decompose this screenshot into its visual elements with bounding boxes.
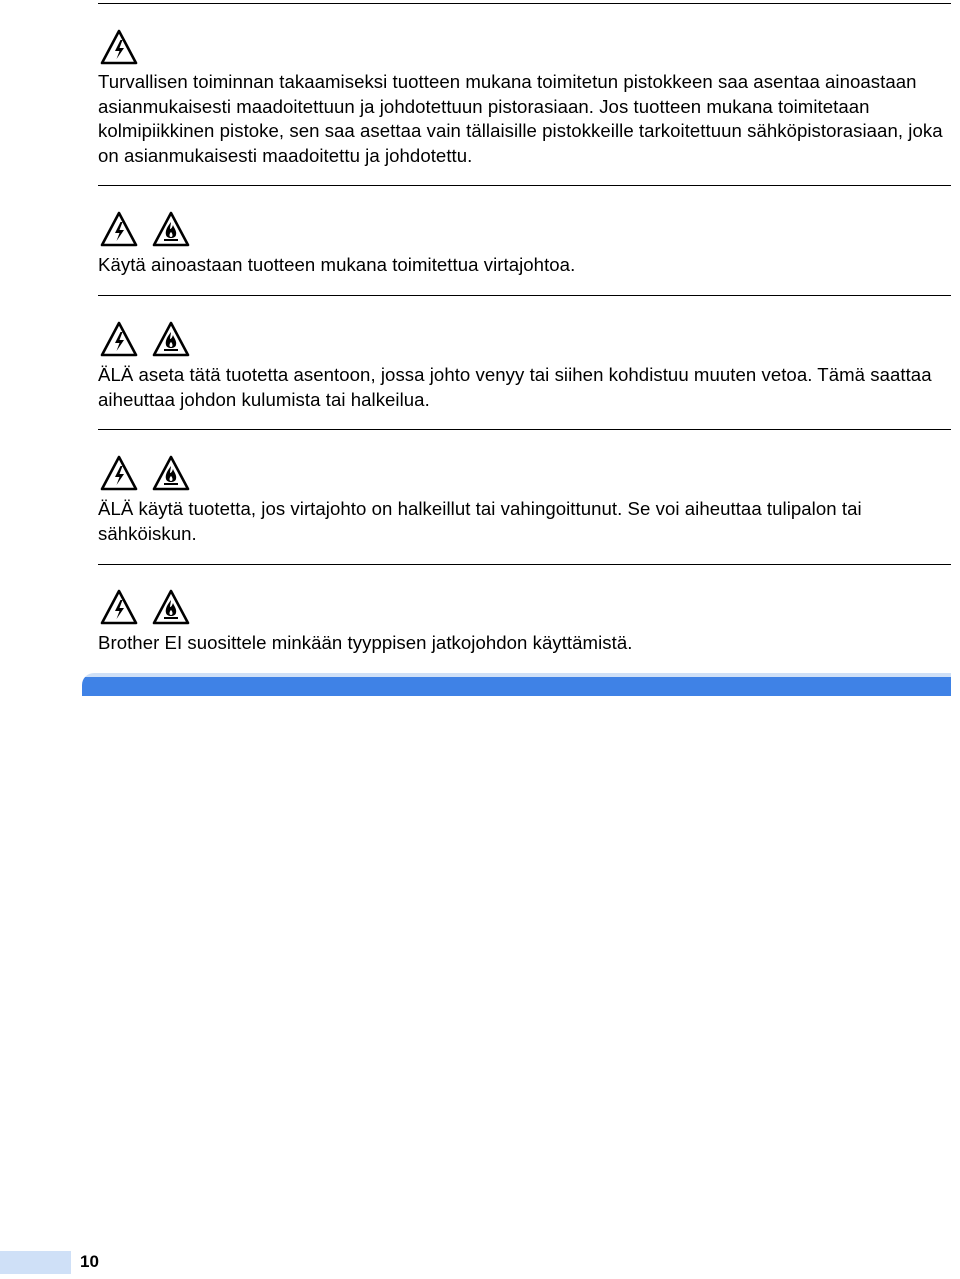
warning-icons: [99, 320, 191, 360]
section-divider: [98, 185, 951, 186]
electric-shock-hazard-icon: [99, 28, 139, 66]
fire-hazard-icon: [151, 210, 191, 248]
warning-text: Käytä ainoastaan tuotteen mukana toimitettua virtajohtoa.: [98, 254, 576, 275]
section-divider: [98, 3, 951, 4]
page-number-tab: [0, 1251, 71, 1274]
section-end-band: [82, 673, 951, 696]
warning-text: Turvallisen toiminnan takaamiseksi tuotteen mukana toimitetun pistokkeen saa asentaa ainoastaan asianmukaisesti maadoitettuun ja johdotettuun pistorasiaan. Jos tuotteen mukana toimitetaan kolmipiikkinen pistoke, sen saa asettaa vain tällaisille pistokkeille tarkoitettuun sähköpistorasiaan, joka on asianmukaisesti maadoitettu ja johdotettu.: [98, 71, 943, 166]
electric-shock-hazard-icon: [99, 210, 139, 248]
section-divider: [98, 295, 951, 296]
fire-hazard-icon: [151, 320, 191, 358]
fire-hazard-icon: [151, 454, 191, 492]
electric-shock-hazard-icon: [99, 320, 139, 358]
section-divider: [98, 429, 951, 430]
warning-icons: [99, 454, 191, 494]
warning-icons: [99, 28, 139, 68]
section-divider: [98, 564, 951, 565]
warning-icons: [99, 588, 191, 628]
warning-text: Brother EI suosittele minkään tyyppisen jatkojohdon käyttämistä.: [98, 632, 633, 653]
warning-text: ÄLÄ aseta tätä tuotetta asentoon, jossa johto venyy tai siihen kohdistuu muuten vetoa. Tämä saattaa aiheuttaa johdon kulumista tai halkeilua.: [98, 364, 932, 410]
warning-icons: [99, 210, 191, 250]
electric-shock-hazard-icon: [99, 588, 139, 626]
page-number: 10: [80, 1252, 99, 1271]
fire-hazard-icon: [151, 588, 191, 626]
warning-text: ÄLÄ käytä tuotetta, jos virtajohto on halkeillut tai vahingoittunut. Se voi aiheuttaa tulipalon tai sähköiskun.: [98, 498, 862, 544]
electric-shock-hazard-icon: [99, 454, 139, 492]
